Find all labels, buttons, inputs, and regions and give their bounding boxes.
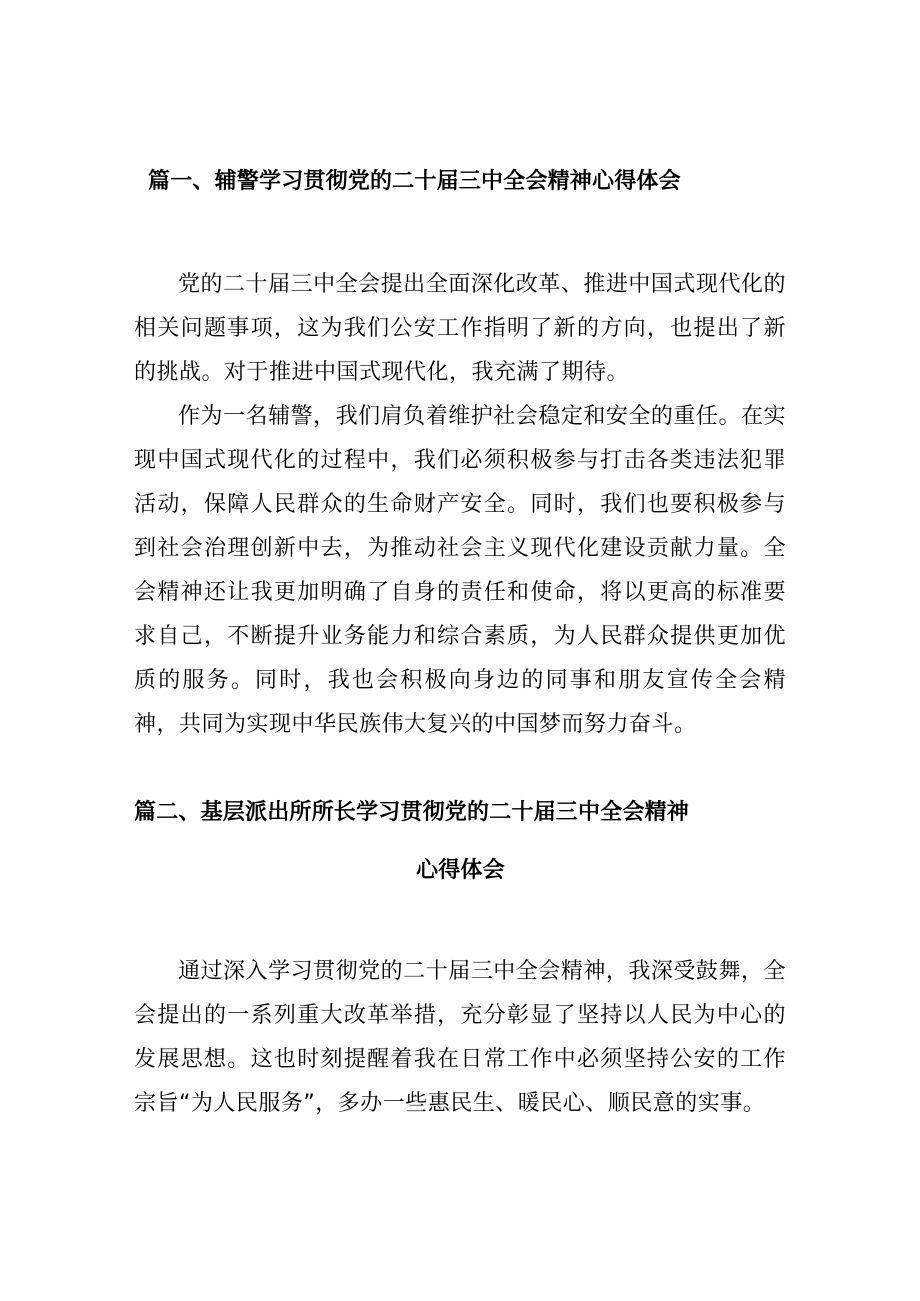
section1-title: 篇一、辅警学习贯彻党的二十届三中全会精神心得体会 — [148, 169, 681, 194]
section2-paragraph-1: 通过深入学习贯彻党的二十届三中全会精神，我深受鼓舞，全会提出的一系列重大改革举措，充分彰显了坚持以人民为中心的发展思想。这也时刻提醒着我在日常工作中必须坚持公安的工作宗旨“为人民服务”，多办一些惠民生、暖民心、顺民意的实事。 — [134, 959, 786, 1116]
section2-title-line1: 篇二、基层派出所所长学习贯彻党的二十届三中全会精神 — [134, 800, 690, 825]
section1-paragraph-2: 作为一名辅警，我们肩负着维护社会稳定和安全的重任。在实现中国式现代化的过程中，我们必须积极参与打击各类违法犯罪活动，保障人民群众的生命财产安全。同时，我们也要积极参与到社会治理创新中去，为推动社会主义现代化建设贡献力量。全会精神还让我更加明确了自身的责任和使命，将以更高的标准要求自己，不断提升业务能力和综合素质，为人民群众提供更加优质的服务。同时，我也会积极向身边的同事和朋友宣传全会精神，共同为实现中华民族伟大复兴的中国梦而努力奋斗。 — [134, 404, 786, 737]
section1-paragraph-1: 党的二十届三中全会提出全面深化改革、推进中国式现代化的相关问题事项，这为我们公安工作指明了新的方向，也提出了新的挑战。对于推进中国式现代化，我充满了期待。 — [134, 272, 786, 385]
section2-title-line2: 心得体会 — [416, 858, 505, 883]
